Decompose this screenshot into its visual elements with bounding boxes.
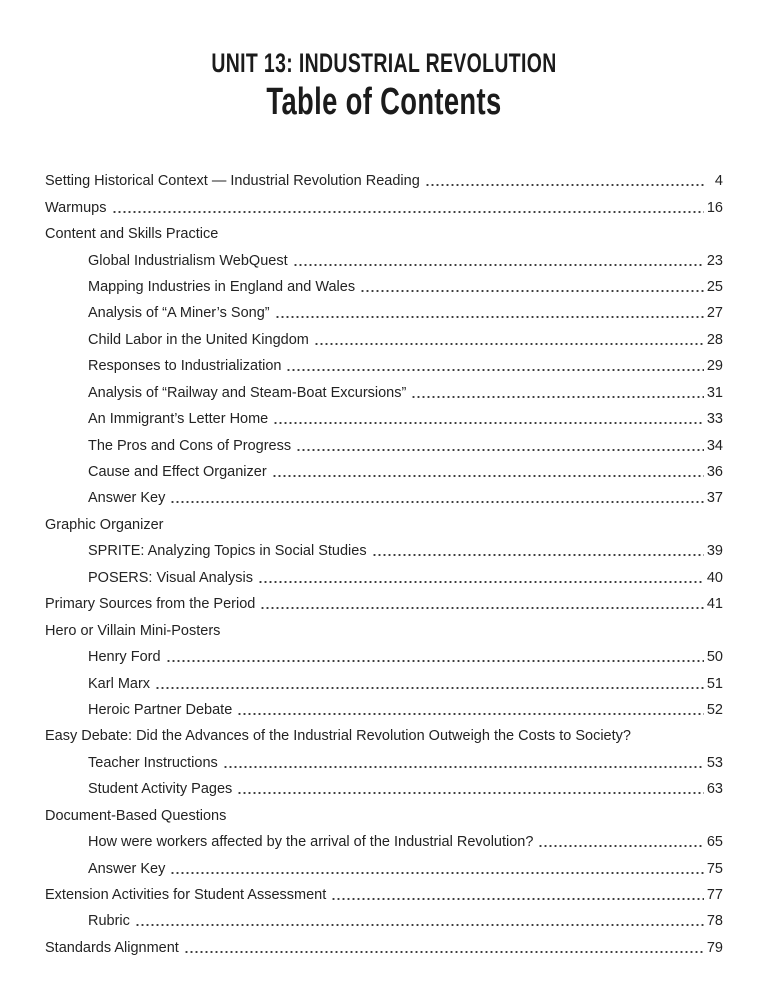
toc-entry xyxy=(45,882,723,908)
toc-entry xyxy=(45,829,723,855)
toc-dot-leader xyxy=(135,914,704,928)
toc-entry-page: 50 xyxy=(706,649,723,666)
toc-entry xyxy=(45,565,723,591)
toc-dot-leader xyxy=(260,597,704,611)
toc-entry xyxy=(45,644,723,670)
document-header xyxy=(45,48,723,124)
toc-dot-leader xyxy=(155,677,704,691)
toc-entry xyxy=(45,670,723,696)
toc-entry-label: Global Industrialism WebQuest xyxy=(88,252,288,269)
toc-entry xyxy=(45,512,723,538)
toc-entry-label: SPRITE: Analyzing Topics in Social Studies xyxy=(88,543,367,560)
toc-entry-label: Graphic Organizer xyxy=(45,516,164,533)
toc-entry-label: Mapping Industries in England and Wales xyxy=(88,278,356,295)
toc-entry xyxy=(45,380,723,406)
toc-entry xyxy=(45,617,723,643)
toc-entry-label: Content and Skills Practice xyxy=(45,226,219,243)
toc-entry xyxy=(45,168,723,194)
toc-entry-label: Cause and Effect Organizer xyxy=(88,464,267,481)
toc-entry xyxy=(45,221,723,247)
toc-dot-leader xyxy=(237,782,704,796)
toc-entry-label: Easy Debate: Did the Advances of the Industrial Revolution Outweigh the Costs to Society? xyxy=(45,728,631,745)
toc-entry-page: 31 xyxy=(706,384,723,401)
toc-entry-page: 63 xyxy=(706,781,723,798)
toc-dot-leader xyxy=(184,941,704,955)
toc-dot-leader xyxy=(296,439,704,453)
toc-entry-label: Document-Based Questions xyxy=(45,807,227,824)
toc-entry xyxy=(45,327,723,353)
toc-entry-label: Primary Sources from the Period xyxy=(45,596,256,613)
toc-entry-label: The Pros and Cons of Progress xyxy=(88,437,292,454)
toc-list xyxy=(45,168,723,961)
toc-entry xyxy=(45,591,723,617)
toc-entry-label: Henry Ford xyxy=(88,649,161,666)
toc-dot-leader xyxy=(170,491,703,505)
toc-entry-label: Analysis of “Railway and Steam-Boat Excursions” xyxy=(88,384,407,401)
toc-entry xyxy=(45,485,723,511)
toc-entry-label: Setting Historical Context — Industrial Revolution Reading xyxy=(45,173,420,190)
toc-dot-leader xyxy=(411,386,704,400)
toc-entry-page: 65 xyxy=(706,834,723,851)
toc-entry xyxy=(45,935,723,961)
toc-entry-page: 77 xyxy=(706,887,723,904)
toc-entry-page: 75 xyxy=(706,860,723,877)
toc-dot-leader xyxy=(331,888,704,902)
toc-entry-label: Answer Key xyxy=(88,860,166,877)
toc-entry-page: 25 xyxy=(706,278,723,295)
toc-entry xyxy=(45,459,723,485)
toc-entry xyxy=(45,803,723,829)
toc-entry-page: 79 xyxy=(706,939,723,956)
toc-entry-label: Analysis of “A Miner’s Song” xyxy=(88,305,270,322)
toc-entry-page: 33 xyxy=(706,411,723,428)
toc-entry-label: Warmups xyxy=(45,199,107,216)
toc-entry xyxy=(45,538,723,564)
toc-entry-page: 53 xyxy=(706,754,723,771)
toc-dot-leader xyxy=(360,280,704,294)
toc-entry xyxy=(45,908,723,934)
toc-dot-leader xyxy=(372,544,704,558)
toc-entry-page: 51 xyxy=(706,675,723,692)
toc-entry-label: Child Labor in the United Kingdom xyxy=(88,331,309,348)
toc-dot-leader xyxy=(237,703,704,717)
toc-entry xyxy=(45,406,723,432)
page-title: Table of Contents xyxy=(266,81,502,123)
toc-entry-label: How were workers affected by the arrival of the Industrial Revolution? xyxy=(88,834,534,851)
toc-entry-page: 40 xyxy=(706,569,723,586)
toc-dot-leader xyxy=(272,465,704,479)
toc-dot-leader xyxy=(223,756,704,770)
toc-entry-page: 28 xyxy=(706,331,723,348)
toc-entry xyxy=(45,855,723,881)
toc-entry-page: 41 xyxy=(706,596,723,613)
toc-entry-label: Teacher Instructions xyxy=(88,754,218,771)
toc-entry-label: Standards Alignment xyxy=(45,939,179,956)
toc-entry-label: Hero or Villain Mini-Posters xyxy=(45,622,221,639)
toc-dot-leader xyxy=(293,254,704,268)
toc-entry xyxy=(45,247,723,273)
toc-dot-leader xyxy=(425,174,704,188)
toc-entry xyxy=(45,432,723,458)
toc-entry-label: An Immigrant’s Letter Home xyxy=(88,411,269,428)
toc-dot-leader xyxy=(286,359,703,373)
toc-entry-page: 36 xyxy=(706,464,723,481)
toc-dot-leader xyxy=(314,333,704,347)
toc-entry-page: 29 xyxy=(706,358,723,375)
toc-entry xyxy=(45,274,723,300)
toc-entry-page: 27 xyxy=(706,305,723,322)
toc-entry-page: 34 xyxy=(706,437,723,454)
toc-entry xyxy=(45,300,723,326)
toc-entry xyxy=(45,194,723,220)
toc-entry xyxy=(45,723,723,749)
toc-entry-page: 16 xyxy=(706,199,723,216)
toc-entry-label: Answer Key xyxy=(88,490,166,507)
toc-dot-leader xyxy=(258,571,704,585)
toc-entry-label: Karl Marx xyxy=(88,675,151,692)
toc-dot-leader xyxy=(538,835,703,849)
toc-entry-label: POSERS: Visual Analysis xyxy=(88,569,253,586)
toc-entry-page: 37 xyxy=(706,490,723,507)
toc-entry xyxy=(45,776,723,802)
toc-entry xyxy=(45,353,723,379)
toc-entry-label: Heroic Partner Debate xyxy=(88,701,233,718)
toc-entry-label: Extension Activities for Student Assessment xyxy=(45,887,327,904)
toc-dot-leader xyxy=(275,306,704,320)
toc-dot-leader xyxy=(273,412,704,426)
toc-entry-page: 78 xyxy=(706,913,723,930)
toc-entry-label: Responses to Industrialization xyxy=(88,358,282,375)
unit-title: UNIT 13: INDUSTRIAL REVOLUTION xyxy=(211,48,557,78)
toc-entry-label: Student Activity Pages xyxy=(88,781,233,798)
toc-entry-page: 23 xyxy=(706,252,723,269)
toc-dot-leader xyxy=(112,201,704,215)
toc-dot-leader xyxy=(170,862,703,876)
toc-entry-page: 52 xyxy=(706,701,723,718)
toc-entry-label: Rubric xyxy=(88,913,130,930)
toc-dot-leader xyxy=(166,650,704,664)
toc-entry-page: 39 xyxy=(706,543,723,560)
toc-entry xyxy=(45,697,723,723)
toc-entry xyxy=(45,750,723,776)
toc-entry-page: 4 xyxy=(714,173,723,190)
